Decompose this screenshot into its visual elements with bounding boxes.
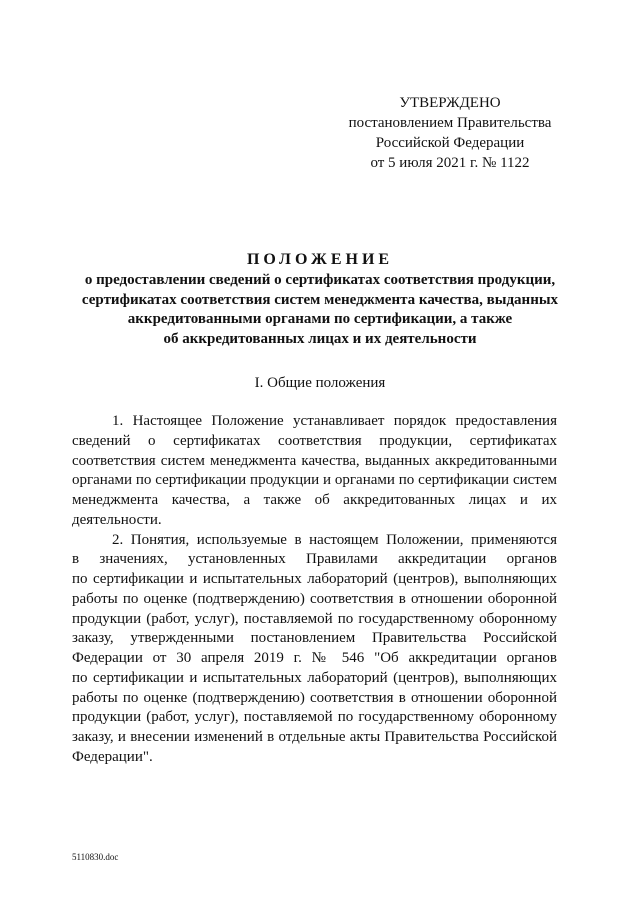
paragraph-line: соответствия систем менеджмента качества, выданных аккредитованными	[72, 452, 557, 469]
file-code: 5110830.doc	[72, 852, 119, 862]
subtitle-line: аккредитованными органами по сертификации, а также	[127, 311, 513, 327]
paragraph-line: Федерации от 30 апреля 2019 г. № 546 "Об аккредитации органов	[72, 650, 557, 666]
paragraph-line: работы по оценке (подтверждению) соответствия в отношении оборонной	[72, 590, 557, 607]
paragraph-line: заказу, утвержденными постановлением Правительства Российской	[72, 630, 557, 647]
paragraph-1	[72, 412, 557, 531]
paragraph-line: Федерации".	[72, 748, 153, 765]
approval-block	[330, 93, 570, 173]
approval-stamp: УТВЕРЖДЕНО	[399, 95, 501, 111]
document-body	[72, 412, 557, 768]
subtitle-line: сертификатах соответствия систем менеджмента качества, выданных	[81, 291, 559, 308]
approval-issuer-line: постановлением Правительства	[348, 115, 552, 131]
paragraph-line: менеджмента качества, а также об аккредитованных лицах и их	[72, 492, 557, 508]
paragraph-line: по сертификации и испытательных лабораторий (центров), выполняющих	[72, 571, 557, 587]
paragraph-line: работы по оценке (подтверждению) соответствия в отношении оборонной	[72, 689, 557, 706]
paragraph-line: сведений о сертификатах соответствия продукции, сертификатах	[72, 432, 557, 449]
approval-date-number: от 5 июля 2021 г. № 1122	[370, 155, 530, 171]
subtitle-line: об аккредитованных лицах и их деятельности	[163, 330, 477, 347]
document-title: ПОЛОЖЕНИЕ	[246, 251, 394, 268]
paragraph-line: в значениях, установленных Правилами аккредитации органов	[72, 551, 557, 568]
paragraph-line: органами по сертификации продукции и органами по сертификации систем	[72, 472, 557, 489]
paragraph-line: деятельности.	[72, 511, 162, 528]
paragraph-line: продукции (работ, услуг), поставляемой по государственному оборонному	[72, 610, 557, 627]
approval-issuer-line: Российской Федерации	[375, 135, 525, 151]
paragraph-line: 1. Настоящее Положение устанавливает порядок предоставления	[112, 413, 557, 429]
paragraph-line: продукции (работ, услуг), поставляемой по государственному оборонному	[72, 709, 557, 726]
paragraph-line: заказу, и внесении изменений в отдельные акты Правительства Российской	[72, 729, 557, 745]
paragraph-2	[72, 531, 557, 768]
document-subtitle	[40, 271, 600, 349]
paragraph-line: по сертификации и испытательных лабораторий (центров), выполняющих	[72, 669, 557, 686]
subtitle-line: о предоставлении сведений о сертификатах соответствия продукции,	[84, 272, 556, 288]
paragraph-line: 2. Понятия, используемые в настоящем Положении, применяются	[112, 531, 557, 548]
section-heading: I. Общие положения	[254, 375, 386, 391]
